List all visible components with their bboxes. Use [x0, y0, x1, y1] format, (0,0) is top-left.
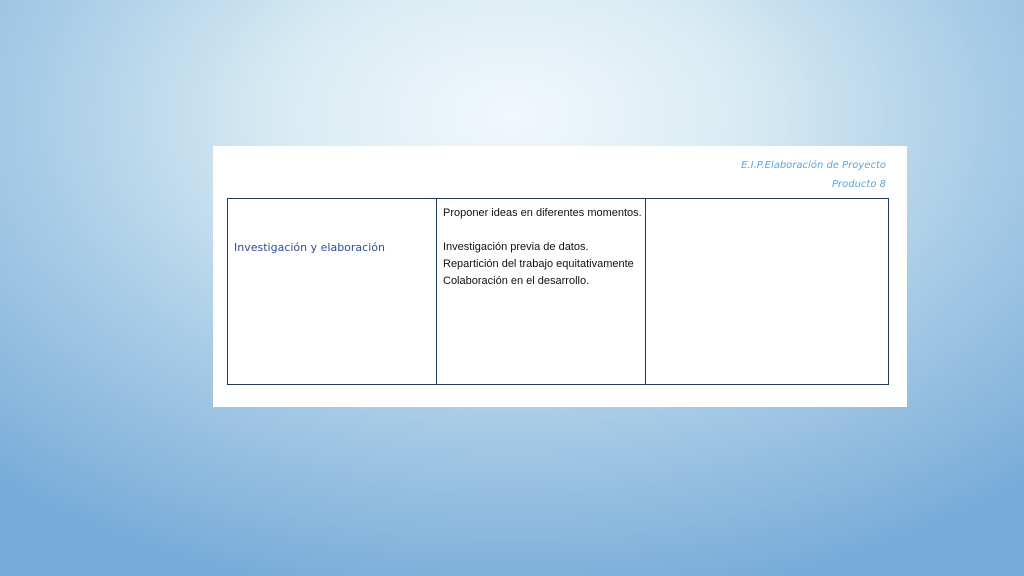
criteria-item: Colaboración en el desarrollo. [443, 275, 590, 287]
header-product-number: Producto 8 [831, 179, 886, 190]
document-header [741, 156, 886, 194]
criteria-item: Proponer ideas en diferentes momentos. [443, 207, 642, 219]
table-cell-section [228, 199, 437, 384]
table-cell-criteria [437, 199, 646, 384]
header-project-title: E.I.P.Elaboración de Proyecto [741, 160, 886, 171]
criteria-list [443, 205, 642, 290]
criteria-item: Repartición del trabajo equitativamente [443, 258, 634, 270]
section-label: Investigación y elaboración [234, 241, 385, 254]
table-cell-empty [646, 199, 888, 384]
criteria-item: Investigación previa de datos. [443, 241, 589, 253]
rubric-table [227, 198, 889, 385]
document-page-excerpt [213, 146, 907, 407]
